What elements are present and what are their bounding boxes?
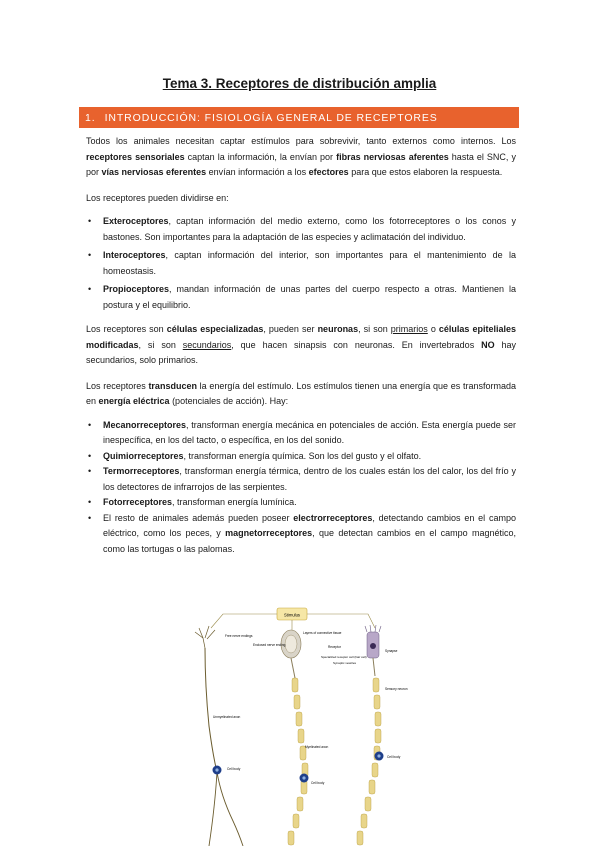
nucleus-1 [215,768,218,771]
label-layers: Layers of connective tissue [303,631,342,635]
bullet: • [88,512,92,523]
text: hay secundarios, solo primarios. [86,339,517,365]
term-receptores-sensoriales: receptores sensoriales [86,151,185,162]
list-item [86,214,516,245]
section-number: 1. [85,111,96,124]
text: , mandan información de unas partes del cuerpo respecto a otras. Mantienen la postura y el equilibrio. [103,284,516,310]
bullet: • [88,450,92,461]
text: Los receptores son [86,324,167,334]
text: (potenciales de acción). Hay: [169,396,289,406]
text: , captan información del medio externo, como los fotorreceptores o los conos y bastones. Son importantes para la adaptación de las especies y aclimatación del individuo. [103,216,516,242]
label-cell-body-1: Cell body [227,767,241,771]
stimulus-label: Stimulus [283,612,301,618]
list-item [86,464,516,495]
label-free-nerve: Free nerve endings [225,634,253,638]
paragraph-intro [86,134,516,181]
bullet: • [88,497,92,507]
text: la energía del estímulo. Los estímulos tienen una energía que es transformada en [86,380,516,406]
bullet: • [88,284,92,294]
term: Quimiorreceptores [103,450,184,461]
term: células especializadas [166,324,264,334]
term: Mecanorreceptores [103,419,187,430]
term: Termorreceptores [103,466,180,476]
label-myelinated: Myelinated axon [305,745,329,749]
text: , transforman energía lumínica. [172,497,297,507]
bullet: • [88,250,92,260]
text: , pueden ser [263,324,318,334]
bullet: • [88,466,92,476]
list-item [86,511,516,558]
body-content [86,134,516,566]
term: Interoceptores [103,250,166,260]
term: electrorreceptores [293,512,373,523]
list-item [86,282,516,313]
paragraph-cell-types [86,322,516,369]
text: captan la información, la envían por [184,151,337,162]
text: , que detectan cambios en el campo magnético, como las tortugas o las palomas. [103,528,517,554]
text: , captan información del interior, son importantes para el mantenimiento de la homeostasis. [103,250,516,276]
sensory-receptor-figure [183,606,423,846]
receptor-location-list [86,214,516,313]
label-synaptic-vesicles: Synaptic vesicles [333,661,357,665]
term: Propioceptores [103,284,170,294]
capsule-inner [285,635,297,653]
nucleus-2 [302,776,305,779]
term-efectores: efectores [308,167,349,177]
term: transducen [148,380,197,391]
paragraph-division: Los receptores pueden dividirse en: [86,192,229,203]
label-specialized: Specialized receptor cell (hair cell) [321,655,367,659]
underlined-term: secundarios [182,339,232,350]
bullet: • [88,419,92,430]
term: Exteroceptores [103,216,169,226]
list-item [86,248,516,279]
label-enclosed: Enclosed nerve ending [253,643,286,647]
term: NO [481,339,495,350]
label-receptor: Receptor [328,645,341,649]
label-synapse: Synapse [385,649,398,653]
label-unmyelinated: Unmyelinated axon [213,715,241,719]
term: Fotorreceptores [103,497,173,507]
list-item [86,449,516,465]
page-title: Tema 3. Receptores de distribución amplia [162,76,437,91]
label-cell-body-2: Cell body [311,781,325,785]
list-item [86,495,516,511]
term: neuronas [317,324,359,334]
receptor-energy-list [86,418,516,558]
text: , transforman energía térmica, dentro de los cuales están los del calor, los del frío y los detectores de infrarrojos de las serpientes. [103,466,516,492]
bullet: • [88,216,92,226]
term: células epiteliales modificadas [86,324,517,350]
label-cell-body-3: Cell body [387,755,401,759]
list-item [86,418,516,449]
text: hasta el SNC, y por [86,151,516,177]
text: Todos los animales necesitan captar estímulos para sobrevivir, tanto externos como internos. Los [86,136,516,146]
text: o [427,324,439,334]
term: energía eléctrica [98,396,170,406]
term-vias-eferentes: vías nerviosas eferentes [101,167,207,177]
label-sensory-neuron: Sensory neuron [385,687,408,691]
section-heading-bar [79,107,519,128]
text: El resto de animales además pueden poseer [103,512,294,523]
nucleus-3 [377,754,380,757]
term-fibras-aferentes: fibras nerviosas aferentes [336,151,449,162]
term: magnetorreceptores [225,528,313,538]
text: , transforman energía mecánica en potenciales de acción. Esta energía puede ser inespecífica, en los del tacto, o específica, en los del sonido. [103,419,516,445]
text: , si son [138,339,183,350]
underlined-term: primarios [390,324,428,334]
text: , detectando cambios en el campo eléctrico, como los peces, y [103,512,516,538]
text: Los receptores [86,380,149,391]
paragraph-transduction [86,379,516,410]
receptor-nucleus [370,643,376,649]
text: para que estos elaboren la respuesta. [348,167,503,177]
section-heading: INTRODUCCIÓN: FISIOLOGÍA GENERAL DE RECEPTORES [104,111,438,124]
text: , transforman energía química. Son los del gusto y el olfato. [183,450,422,461]
text: envían información a los [206,167,309,177]
text: , si son [358,324,391,334]
text: , que hacen sinapsis con neuronas. En invertebrados [231,339,482,350]
